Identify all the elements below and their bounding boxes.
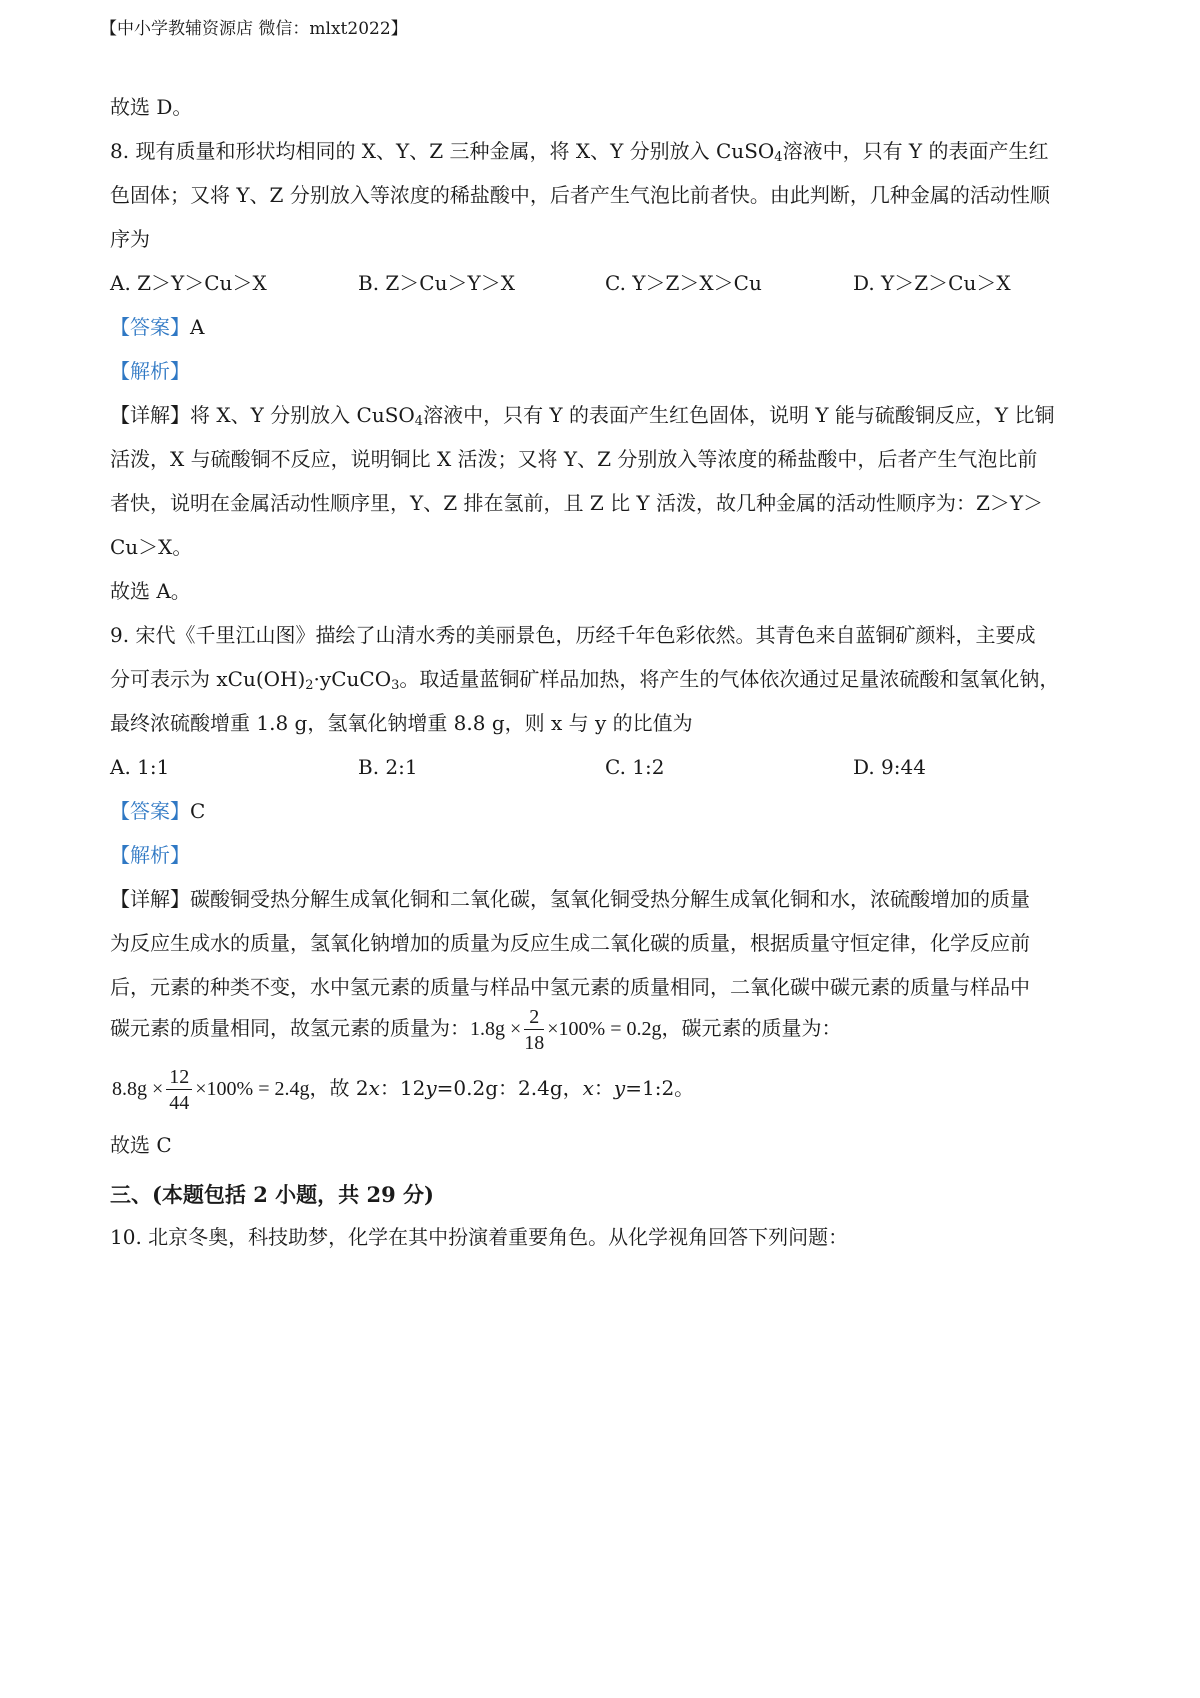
q9-conclusion: 故选 C [110, 1133, 172, 1157]
q8-stem-line2: 色固体；又将 Y、Z 分别放入等浓度的稀盐酸中，后者产生气泡比前者快。由此判断，几种金属的活动性顺 [110, 183, 1050, 207]
q8-detail-line1: 【详解】将 X、Y 分别放入 CuSO$_4$溶液中，只有 Y 的表面产生红色固体，说明 Y 能与硫酸铜反应，Y 比铜 [110, 403, 1055, 429]
q9-stem-line2: 分可表示为 $xCu(OH)_2\cdot yCuCO_3$。取适量蓝铜矿样品加热，将产生的气体依次通过足量浓硫酸和氢氧化钠， [110, 667, 1060, 693]
hydrogen-mass-formula: 1.8g × $\frac{2}{18}$ ×100% = 0.2g [470, 1006, 662, 1054]
q10-stem-line1: 10. 北京冬奥，科技助梦，化学在其中扮演着重要角色。从化学视角回答下列问题： [110, 1225, 849, 1249]
q9-detail-line3: 后，元素的种类不变，水中氢元素的质量与样品中氢元素的质量相同，二氧化碳中碳元素的质量与样品中 [110, 975, 1030, 999]
q9-option-c: C. 1:2 [605, 755, 665, 779]
q7-conclusion: 故选 D。 [110, 95, 193, 119]
q9-analysis-tag: 【解析】 [110, 843, 190, 867]
q9-answer: 【答案】C [110, 799, 206, 823]
q8-option-c: C. Y＞Z＞X＞Cu [605, 271, 762, 295]
q8-option-d: D. Y＞Z＞Cu＞X [853, 271, 1011, 295]
q8-analysis-tag: 【解析】 [110, 359, 190, 383]
q9-detail-line1: 【详解】碳酸铜受热分解生成氧化铜和二氧化碳，氢氧化铜受热分解生成氧化铜和水，浓硫酸增加的质量 [110, 887, 1030, 911]
q8-detail-line4: Cu＞X。 [110, 535, 193, 559]
fraction-2-over-18: $\frac{2}{18}$ [524, 1006, 545, 1054]
q8-conclusion: 故选 A。 [110, 579, 191, 603]
q8-answer: 【答案】A [110, 315, 205, 339]
q8-stem-line1: 8. 现有质量和形状均相同的 X、Y、Z 三种金属，将 X、Y 分别放入 CuSO$_4$溶液中，只有 Y 的表面产生红 [110, 139, 1049, 165]
page-header: 【中小学教辅资源店 微信：mlxt2022】 [100, 19, 408, 39]
section-3-title: 三、(本题包括 2 小题，共 29 分) [110, 1182, 434, 1207]
q9-detail-line5: 8.8g × $\frac{12}{44}$ ×100% = 2.4g，故 2x：12y=0.2g：2.4g，x：y=1:2。 [112, 1066, 695, 1114]
q8-stem-line3: 序为 [110, 227, 150, 251]
q8-detail-line2: 活泼，X 与硫酸铜不反应，说明铜比 X 活泼；又将 Y、Z 分别放入等浓度的稀盐酸中，后者产生气泡比前 [110, 447, 1038, 471]
q9-option-a: A. 1:1 [110, 755, 170, 779]
q8-option-b: B. Z＞Cu＞Y＞X [358, 271, 515, 295]
answer-tag: 【答案】 [110, 799, 190, 823]
q9-option-d: D. 9:44 [853, 755, 926, 779]
fraction-12-over-44: $\frac{12}{44}$ [166, 1065, 192, 1116]
q8-detail-line3: 者快，说明在金属活动性顺序里，Y、Z 排在氢前，且 Z 比 Y 活泼，故几种金属的活动性顺序为：Z＞Y＞ [110, 491, 1044, 515]
q8-option-a: A. Z＞Y＞Cu＞X [110, 271, 267, 295]
q9-detail-line4: 碳元素的质量相同，故氢元素的质量为：1.8g × $\frac{2}{18}$ ×100% = 0.2g，碳元素的质量为： [110, 1006, 842, 1054]
carbon-mass-formula: 8.8g × $\frac{12}{44}$ ×100% = 2.4g [112, 1066, 310, 1114]
q9-stem-line3: 最终浓硫酸增重 1.8 g，氢氧化钠增重 8.8 g，则 x 与 y 的比值为 [110, 711, 693, 735]
answer-tag: 【答案】 [110, 315, 190, 339]
q9-stem-line1: 9. 宋代《千里江山图》描绘了山清水秀的美丽景色，历经千年色彩依然。其青色来自蓝铜矿颜料，主要成 [110, 623, 1036, 647]
q9-detail-line2: 为反应生成水的质量，氢氧化钠增加的质量为反应生成二氧化碳的质量，根据质量守恒定律，化学反应前 [110, 931, 1030, 955]
q9-option-b: B. 2:1 [358, 755, 418, 779]
